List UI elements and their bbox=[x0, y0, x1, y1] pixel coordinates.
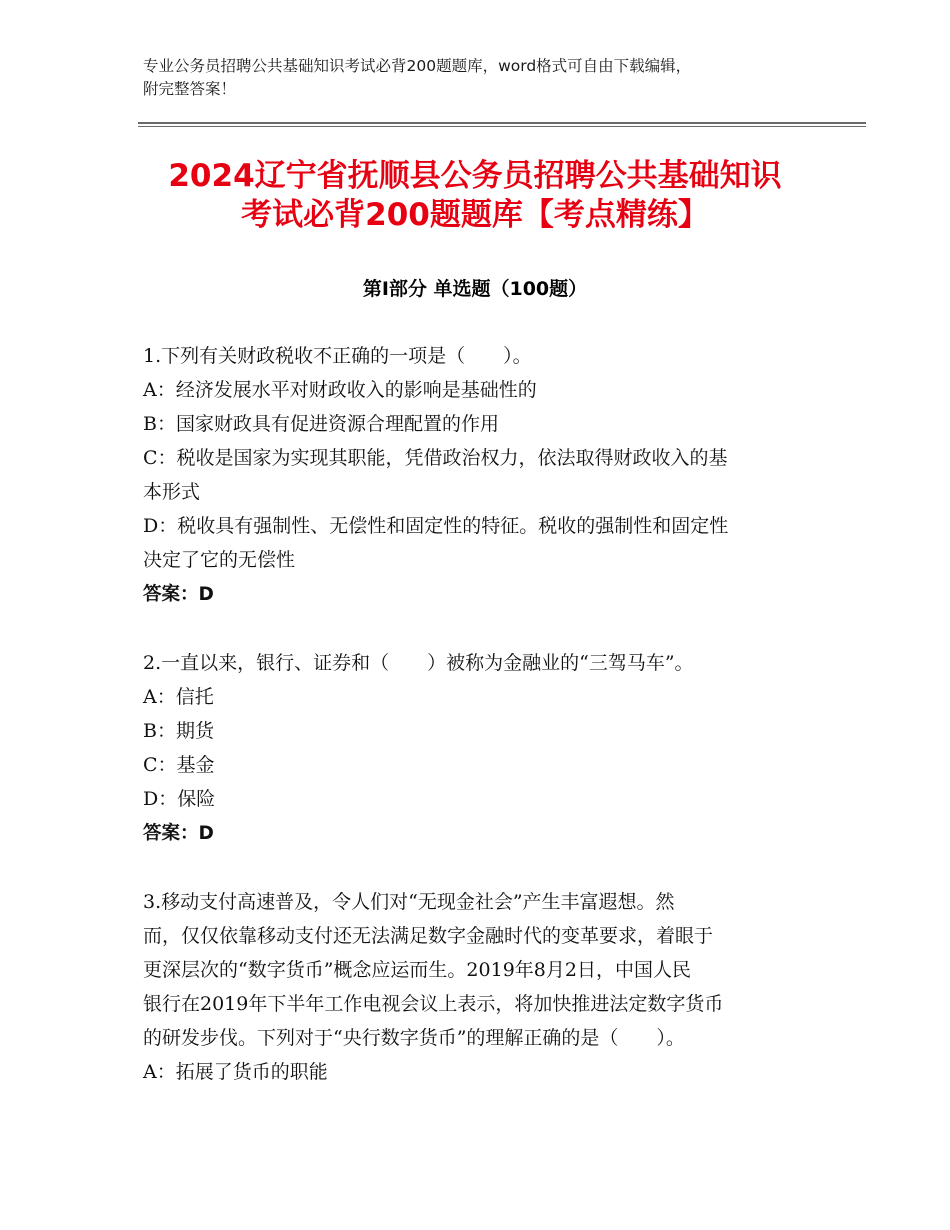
option-a: A：经济发展水平对财政收入的影响是基础性的 bbox=[143, 379, 537, 401]
question-stem-continued: 的研发步伐。下列对于“央行数字货币”的理解正确的是（ ）。 bbox=[143, 1027, 685, 1049]
option-b: B：期货 bbox=[143, 720, 214, 742]
option-d: D：保险 bbox=[143, 788, 216, 810]
question-stem-continued: 银行在2019年下半年工作电视会议上表示，将加快推进法定数字货币 bbox=[143, 993, 724, 1015]
question-stem-continued: 更深层次的“数字货币”概念应运而生。2019年8月2日，中国人民 bbox=[143, 959, 691, 981]
option-c: C：税收是国家为实现其职能，凭借政治权力，依法取得财政收入的基 bbox=[143, 447, 728, 469]
header-note-line: 附完整答案！ bbox=[143, 80, 237, 98]
question-stem-continued: 而，仅仅依靠移动支付还无法满足数字金融时代的变革要求，着眼于 bbox=[143, 925, 714, 947]
header-note bbox=[143, 55, 823, 101]
document-title bbox=[100, 157, 850, 235]
option-b: B：国家财政具有促进资源合理配置的作用 bbox=[143, 413, 499, 435]
question-stem: 3.移动支付高速普及，令人们对“无现金社会”产生丰富遐想。然 bbox=[143, 891, 675, 913]
question-stem: 1.下列有关财政税收不正确的一项是（ ）。 bbox=[143, 345, 532, 367]
answer-label: 答案：D bbox=[143, 823, 214, 844]
option-d: D：税收具有强制性、无偿性和固定性的特征。税收的强制性和固定性 bbox=[143, 515, 729, 537]
question-stem: 2.一直以来，银行、证券和（ ）被称为金融业的“三驾马车”。 bbox=[143, 652, 694, 674]
option-d-continued: 决定了它的无偿性 bbox=[143, 549, 296, 571]
title-line: 考试必背200题题库【考点精练】 bbox=[241, 197, 709, 233]
header-rule-thin bbox=[138, 126, 866, 127]
option-a: A：信托 bbox=[143, 686, 214, 708]
section-heading: 第Ⅰ部分 单选题（100题） bbox=[362, 278, 588, 300]
option-a: A：拓展了货币的职能 bbox=[143, 1061, 328, 1083]
answer-label: 答案：D bbox=[143, 584, 214, 605]
title-line: 2024辽宁省抚顺县公务员招聘公共基础知识 bbox=[168, 158, 782, 194]
header-rule-thick bbox=[138, 122, 866, 124]
header-note-line: 专业公务员招聘公共基础知识考试必背200题题库，word格式可自由下载编辑， bbox=[143, 57, 692, 75]
option-c-continued: 本形式 bbox=[143, 481, 201, 503]
option-c: C：基金 bbox=[143, 754, 215, 776]
